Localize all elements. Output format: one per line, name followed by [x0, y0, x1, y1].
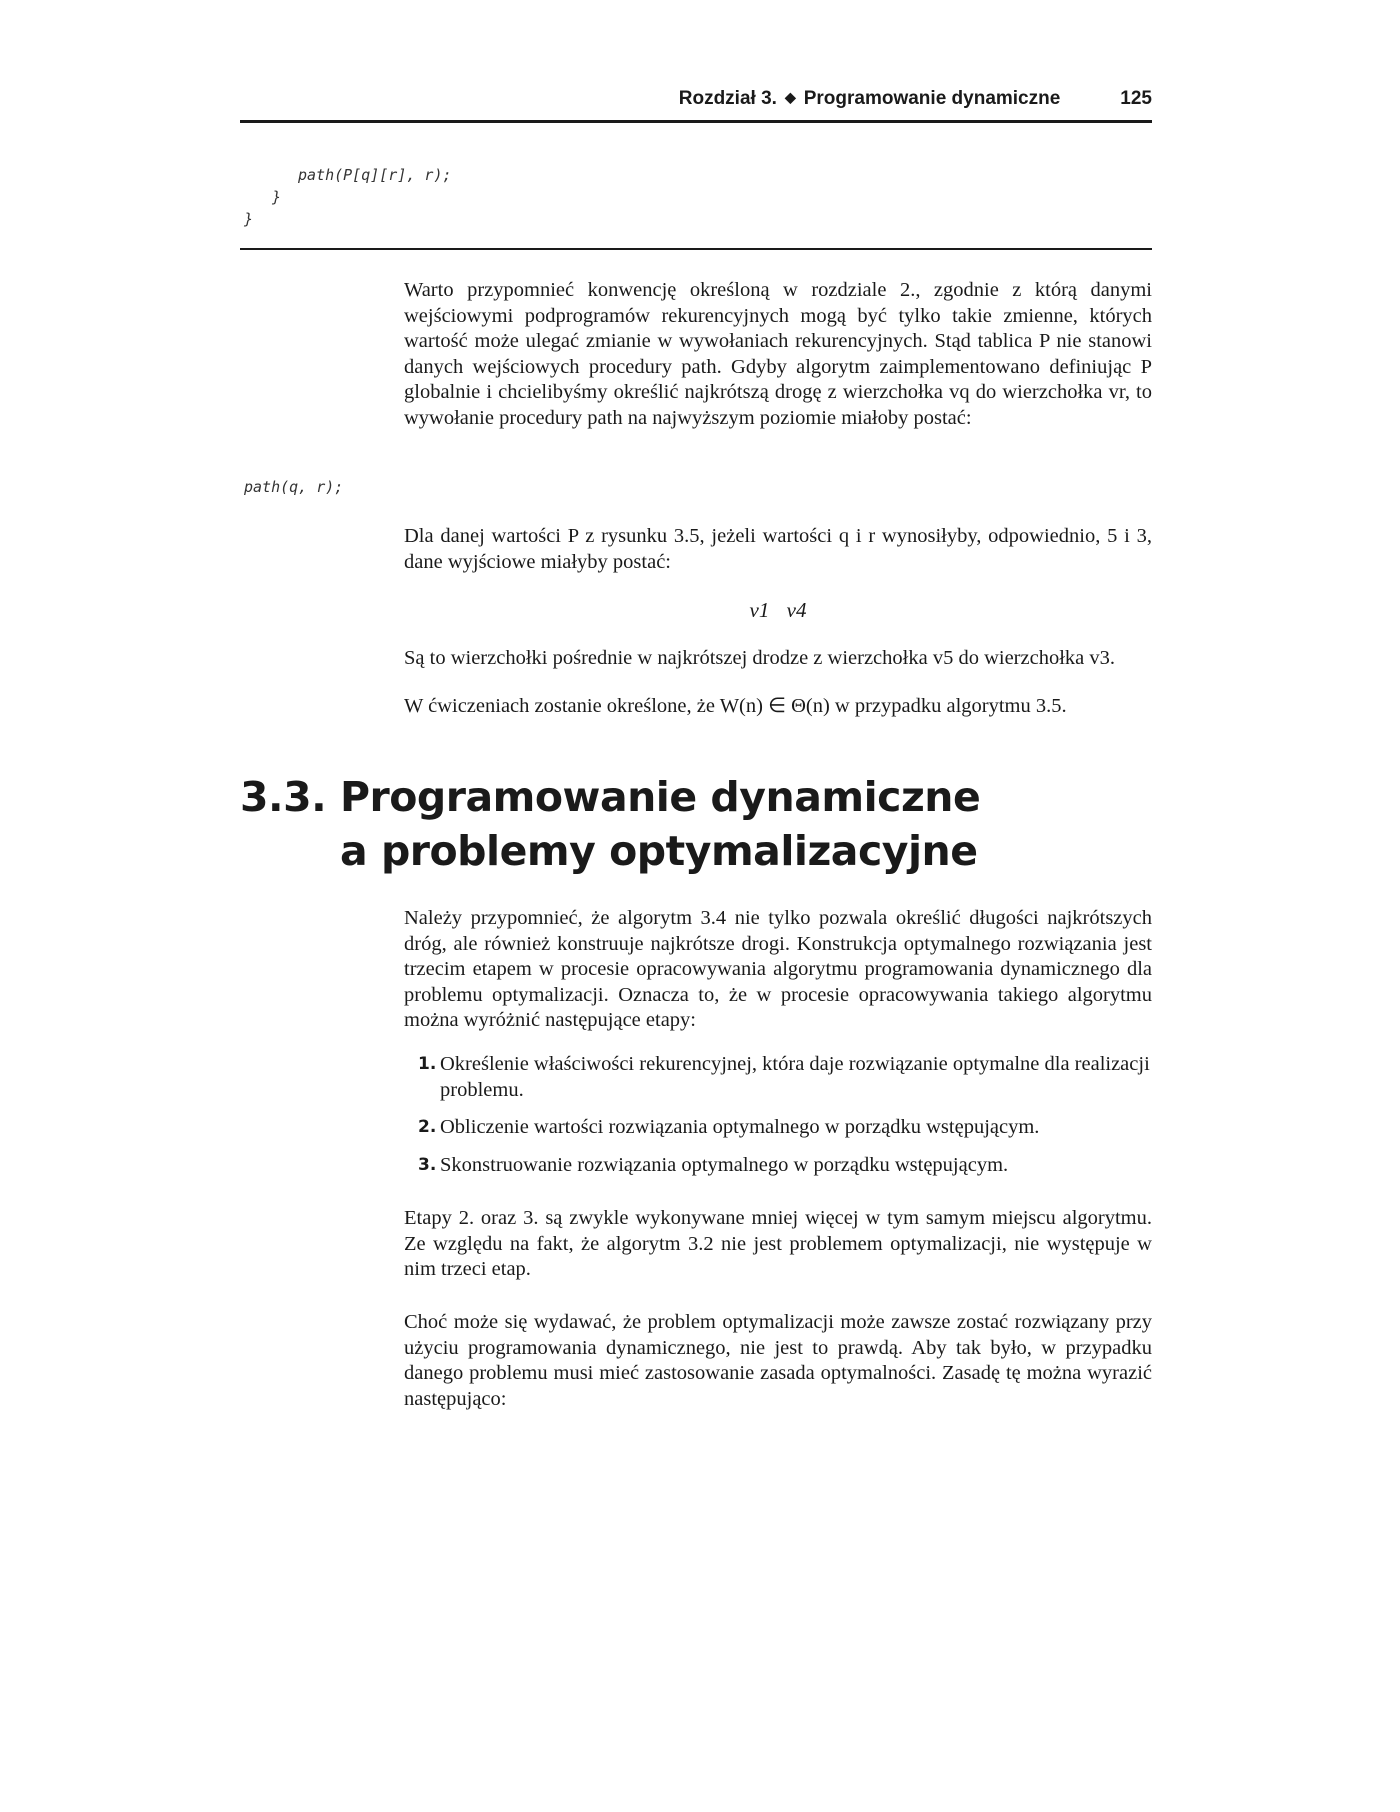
paragraph-example	[404, 524, 1152, 575]
code-closing-brace-outer: }	[244, 210, 254, 228]
code-line-path-call: path(P[q][r], r);	[298, 166, 452, 184]
paragraph-convention-text: Warto przypomnieć konwencję określoną w rozdziale 2., zgodnie z którą danymi wejściowymi podprogramów rekurencyjnych mogą być tylko takie zmienne, których wartość może ulegać zmianie w wywołaniach rekurencyjnych. Stąd tablica P nie stanowi danych wejściowych procedury path. Gdyby algorytm zaimplementowano definiując P globalnie i chcielibyśmy określić najkrótszą drogę z wierzchołka vq do wierzchołka vr, to wywołanie procedury path na najwyższym poziomie miałoby postać:	[404, 279, 1152, 429]
code-divider	[240, 248, 1152, 250]
code-closing-brace-inner: }	[272, 188, 282, 206]
paragraph-optimality-text: Choć może się wydawać, że problem optymalizacji może zawsze zostać rozwiązany przy użyciu programowania dynamicznego, nie jest to prawdą. Aby tak było, w przypadku danego problemu musi mieć zastosowanie zasada optymalności. Zasadę tę można wyrazić następująco:	[404, 1311, 1152, 1410]
list-item-number: 3.	[418, 1154, 437, 1175]
code-top-level-call: path(q, r);	[244, 478, 344, 496]
output-vertex-2: v4	[786, 598, 807, 622]
list-item-text: Skonstruowanie rozwiązania optymalnego w porządku wstępującym.	[440, 1153, 1009, 1176]
list-item	[404, 1052, 1152, 1103]
chapter-label: Rozdział 3.	[678, 88, 777, 109]
paragraph-stages-note-text: Etapy 2. oraz 3. są zwykle wykonywane mniej więcej w tym samym miejscu algorytmu. Ze względu na fakt, że algorytm 3.2 nie jest problemem optymalizacji, nie występuje w nim trzeci etap.	[404, 1207, 1152, 1280]
paragraph-exercises-text: W ćwiczeniach zostanie określone, że W(n) ∈ Θ(n) w przypadku algorytmu 3.5.	[404, 695, 1067, 717]
list-item-text: Określenie właściwości rekurencyjnej, która daje rozwiązanie optymalne dla realizacji problemu.	[440, 1053, 1150, 1101]
list-item	[404, 1153, 1152, 1179]
list-item-number: 1.	[418, 1054, 437, 1074]
page-number: 125	[1120, 88, 1152, 109]
diamond-icon: ◆	[784, 89, 796, 105]
paragraph-example-text: Dla danej wartości P z rysunku 3.5, jeżeli wartości q i r wynosiłyby, odpowiednio, 5 i 3, dane wyjściowe miałyby postać:	[404, 525, 1152, 573]
paragraph-stages-intro	[404, 906, 1152, 1034]
stages-list	[404, 1052, 1152, 1190]
list-item	[404, 1115, 1152, 1141]
list-item-number: 2.	[418, 1117, 437, 1137]
paragraph-stages-note	[404, 1206, 1152, 1283]
chapter-title: Programowanie dynamiczne	[803, 88, 1061, 109]
list-item-text: Obliczenie wartości rozwiązania optymalnego w porządku wstępującym.	[440, 1116, 1040, 1138]
paragraph-intermediate	[404, 646, 1152, 672]
section-title-line1: Programowanie dynamiczne	[340, 773, 981, 821]
section-number: 3.3.	[240, 773, 327, 821]
paragraph-optimality	[404, 1310, 1152, 1412]
paragraph-intermediate-text: Są to wierzchołki pośrednie w najkrótszej drodze z wierzchołka v5 do wierzchołka v3.	[404, 647, 1115, 669]
running-header	[240, 88, 1152, 123]
output-vertex-1: v1	[749, 598, 770, 622]
section-title-line2: a problemy optymalizacyjne	[340, 827, 978, 875]
paragraph-stages-intro-text: Należy przypomnieć, że algorytm 3.4 nie tylko pozwala określić długości najkrótszych dróg, ale również konstruuje najkrótsze drogi. Konstrukcja optymalnego rozwiązania jest trzecim etapem w procesie opracowywania algorytmu programowania dynamicznego dla problemu optymalizacji. Oznacza to, że w procesie opracowywania takiego algorytmu można wyróżnić następujące etapy:	[404, 907, 1152, 1031]
paragraph-convention	[404, 278, 1152, 431]
paragraph-exercises	[404, 694, 1152, 720]
section-heading	[240, 770, 1152, 878]
output-vertices	[404, 598, 1152, 623]
